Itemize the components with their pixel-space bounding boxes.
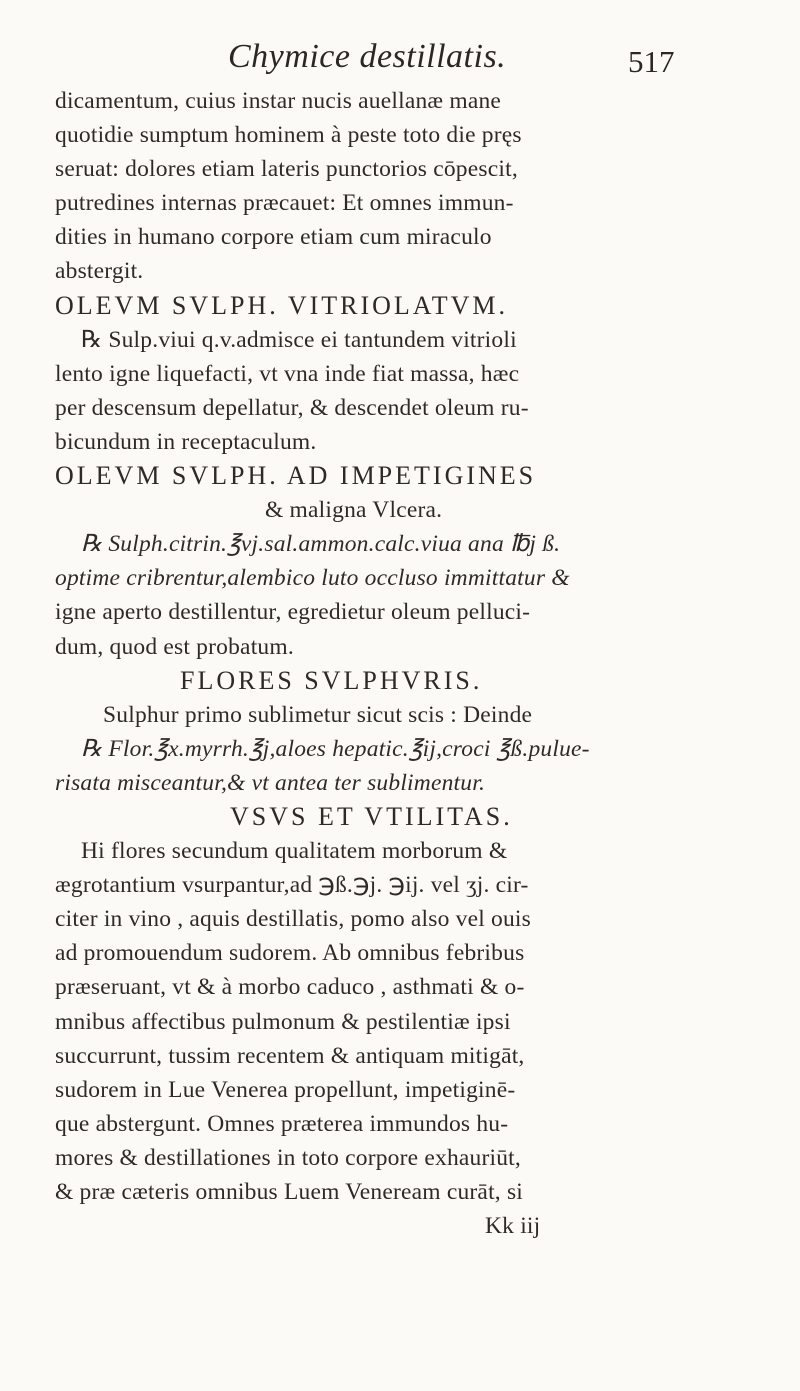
text-line: præseruant, vt & à morbo caduco , asthmati & o- — [55, 974, 525, 1001]
text-line: risata misceantur,& vt antea ter sublimentur. — [55, 769, 486, 796]
text-line: que abstergunt. Omnes præterea immundos hu- — [55, 1110, 509, 1137]
section-heading: OLEVM SVLPH. VITRIOLATVM. — [55, 290, 508, 320]
text-line: putredines internas præcauet: Et omnes immun- — [55, 190, 514, 217]
text-line: lento igne liquefacti, vt vna inde fiat massa, hæc — [55, 360, 520, 387]
section-heading: OLEVM SVLPH. AD IMPETIGINES — [55, 461, 537, 491]
text-line: Hi flores secundum qualitatem morborum & — [81, 838, 508, 865]
running-title: Chymice destillatis. — [228, 38, 507, 75]
recipe-line: ℞ Sulph.citrin.℥vj.sal.ammon.calc.viua ana ℔j ß. — [81, 531, 561, 558]
text-line: mores & destillationes in toto corpore exhauriūt, — [55, 1144, 521, 1171]
text-line: abstergit. — [55, 258, 144, 285]
signature-mark: Kk iij — [485, 1213, 541, 1240]
text-line: dicamentum, cuius instar nucis auellanæ mane — [55, 88, 502, 114]
text-line: igne aperto destillentur, egredietur oleum pelluci- — [55, 599, 531, 626]
section-heading: VSVS ET VTILITAS. — [230, 801, 513, 831]
text-line: ægrotantium vsurpantur,ad ℈ß.℈j. ℈ij. vel ʒj. cir- — [55, 872, 529, 899]
text-line: succurrunt, tussim recentem & antiquam mitigāt, — [55, 1042, 525, 1069]
text-line: dities in humano corpore etiam cum miraculo — [55, 224, 492, 251]
text-block — [55, 84, 790, 1243]
running-head — [0, 32, 800, 82]
text-line: bicundum in receptaculum. — [55, 428, 317, 455]
text-line: & præ cæteris omnibus Luem Veneream curāt, si — [55, 1179, 524, 1205]
text-line: ad promouendum sudorem. Ab omnibus febribus — [55, 940, 525, 967]
text-line: sudorem in Lue Venerea propellunt, impetiginē- — [55, 1076, 516, 1103]
text-line: Sulphur primo sublimetur sicut scis : Deinde — [103, 701, 533, 728]
section-subheading: & maligna Vlcera. — [265, 497, 443, 524]
text-line: citer in vino , aquis destillatis, pomo also vel ouis — [55, 906, 531, 933]
text-line: optime cribrentur,alembico luto occluso immittatur & — [55, 565, 570, 592]
text-line: quotidie sumptum hominem à peste toto die pręs — [55, 122, 522, 149]
page-number: 517 — [628, 44, 675, 79]
recipe-line: ℞ Flor.℥x.myrrh.℥j,aloes hepatic.℥ij,croci ℥ß.pulue- — [81, 735, 590, 762]
text-line: seruat: dolores etiam lateris punctorios cōpescit, — [55, 156, 518, 183]
recipe-line: ℞ Sulp.viui q.v.admisce ei tantundem vitrioli — [81, 326, 517, 353]
text-line: per descensum depellatur, & descendet oleum ru- — [55, 394, 529, 421]
text-line: dum, quod est probatum. — [55, 633, 294, 660]
text-line: mnibus affectibus pulmonum & pestilentiæ ipsi — [55, 1008, 511, 1035]
section-heading: FLORES SVLPHVRIS. — [180, 665, 483, 695]
